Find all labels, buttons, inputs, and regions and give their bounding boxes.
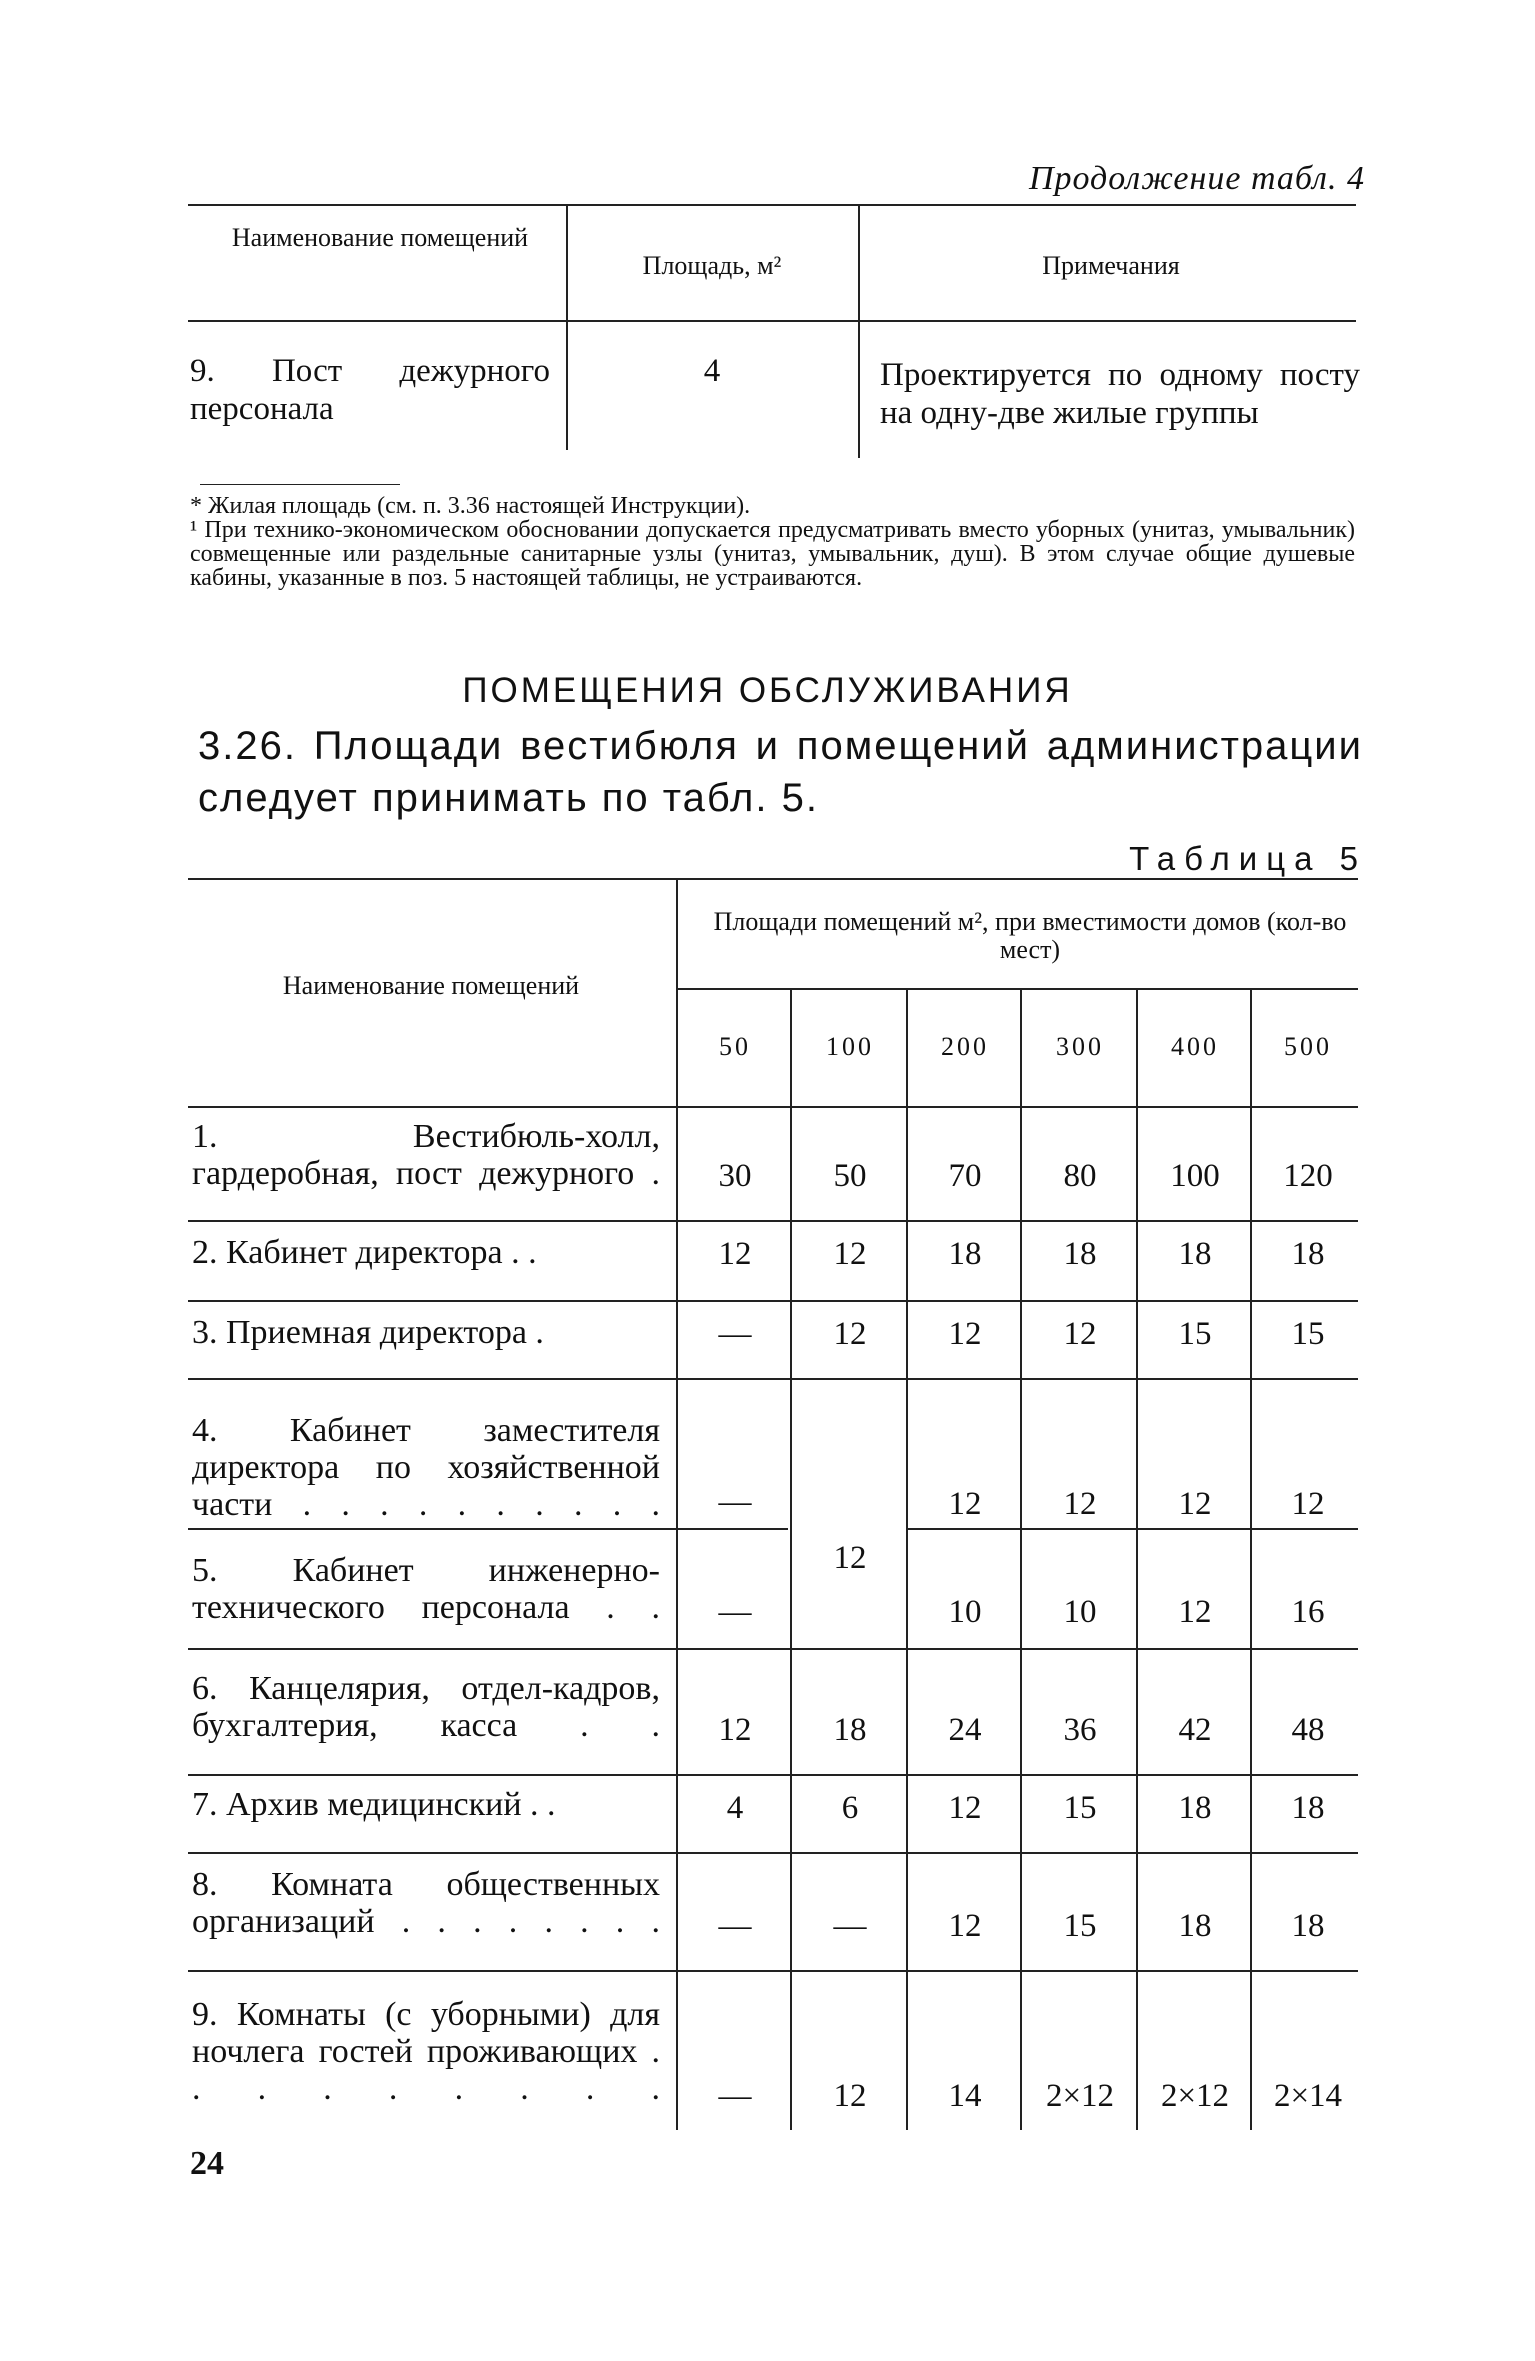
row-value: 4 bbox=[726, 1790, 744, 1826]
table4-header-notes: Примечания bbox=[1042, 251, 1180, 280]
row-value: 12 bbox=[1178, 1594, 1212, 1630]
table5-header-name: Наименование помещений bbox=[282, 971, 580, 1000]
footnote-sanitary: ¹ При технико-экономическом обосновании допускается предусматривать вместо уборных (унитаз, умывальник) совмещенные или раздельные санитарные узлы (унитаз, умывальник, душ). В этом случае общие душевые кабины, указанные в поз. 5 настоящей таблицы, не устраиваются. bbox=[190, 517, 1355, 591]
row-name-9: 9. Комнаты (с уборными) для ночлега гостей проживающих . . . . . . . . . bbox=[192, 1996, 660, 2107]
row-value: 12 bbox=[1291, 1486, 1325, 1522]
row-value: 12 bbox=[1063, 1486, 1097, 1522]
row-value: 18 bbox=[1178, 1908, 1212, 1944]
row-value: 15 bbox=[1063, 1790, 1097, 1826]
row-name-5: 5. Кабинет инженерно-технического персонала . . bbox=[192, 1552, 660, 1626]
row-name-4: 4. Кабинет заместителя директора по хозяйственной части . . . . . . . . . . bbox=[192, 1412, 660, 1523]
row-value: 18 bbox=[1178, 1790, 1212, 1826]
row-value: 100 bbox=[1170, 1158, 1220, 1194]
row-name-8: 8. Комната общественных организаций . . . . . . . . bbox=[192, 1866, 660, 1940]
row-rule bbox=[188, 1774, 1358, 1776]
row-value: 12 bbox=[948, 1790, 982, 1826]
capacity-500: 500 bbox=[1284, 1032, 1332, 1061]
row-value: 15 bbox=[1291, 1316, 1325, 1352]
section-heading: ПОМЕЩЕНИЯ ОБСЛУЖИВАНИЯ bbox=[462, 671, 1073, 710]
row-value: 48 bbox=[1291, 1712, 1325, 1748]
row-rule bbox=[188, 1852, 1358, 1854]
row-rule bbox=[908, 1528, 1358, 1530]
row-rule bbox=[188, 1300, 1358, 1302]
row-value: 18 bbox=[948, 1236, 982, 1272]
row-rule bbox=[188, 1970, 1358, 1972]
capacity-50: 50 bbox=[719, 1032, 751, 1061]
row-value: 16 bbox=[1291, 1594, 1325, 1630]
table4-col-divider bbox=[858, 206, 860, 458]
row-value: 12 bbox=[833, 1540, 867, 1576]
row-value: 2×12 bbox=[1160, 2078, 1230, 2114]
row-value: 18 bbox=[1178, 1236, 1212, 1272]
row-value: 70 bbox=[948, 1158, 982, 1194]
row-value: 12 bbox=[948, 1486, 982, 1522]
table5-col-divider bbox=[1136, 990, 1138, 2130]
row-value: — bbox=[718, 1908, 752, 1944]
row-value: 14 bbox=[948, 2078, 982, 2114]
row-value: 12 bbox=[833, 1316, 867, 1352]
row-name-2: 2. Кабинет директора . . bbox=[192, 1234, 537, 1271]
row-value: 12 bbox=[948, 1908, 982, 1944]
table5-col-divider bbox=[1020, 990, 1022, 2130]
row-value: 12 bbox=[948, 1316, 982, 1352]
table5-group-rule bbox=[678, 988, 1358, 990]
row-value: 12 bbox=[718, 1236, 752, 1272]
row-name-7: 7. Архив медицинский . . bbox=[192, 1786, 556, 1823]
table4-row-name: 9. Пост дежурного персонала bbox=[190, 353, 550, 427]
row-value: 80 bbox=[1063, 1158, 1097, 1194]
table4-header-name: Наименование помещений bbox=[231, 223, 529, 252]
row-value: 6 bbox=[841, 1790, 859, 1826]
row-value: 18 bbox=[1063, 1236, 1097, 1272]
row-value: — bbox=[718, 1316, 752, 1352]
table5-header-rule bbox=[188, 1106, 1358, 1108]
table5-col-divider bbox=[1250, 990, 1252, 2130]
row-value: 18 bbox=[1291, 1908, 1325, 1944]
footnote-rule bbox=[200, 484, 400, 485]
footnote-area: * Жилая площадь (см. п. 3.36 настоящей Инструкции). bbox=[190, 493, 751, 519]
row-value: 10 bbox=[948, 1594, 982, 1630]
row-value: — bbox=[718, 1594, 752, 1630]
row-value: 15 bbox=[1178, 1316, 1212, 1352]
table4-col-divider bbox=[566, 206, 568, 450]
row-rule bbox=[188, 1378, 1358, 1380]
row-value: 15 bbox=[1063, 1908, 1097, 1944]
table4-row-area: 4 bbox=[703, 353, 721, 389]
table4-row-note: Проектируется по одному посту на одну-две жилые группы bbox=[880, 357, 1360, 431]
row-rule bbox=[188, 1648, 1358, 1650]
row-value: 12 bbox=[718, 1712, 752, 1748]
table5-name-divider bbox=[676, 880, 678, 2130]
row-value: 120 bbox=[1283, 1158, 1333, 1194]
page-number: 24 bbox=[190, 2145, 224, 2182]
table5-top-rule bbox=[188, 878, 1358, 880]
table5-col-divider bbox=[790, 990, 792, 2130]
row-value: 2×12 bbox=[1045, 2078, 1115, 2114]
row-value: 12 bbox=[833, 1236, 867, 1272]
table5-col-divider bbox=[906, 990, 908, 2130]
row-name-6: 6. Канцелярия, отдел-кадров, бухгалтерия, касса . . bbox=[192, 1670, 660, 1744]
row-value: 30 bbox=[718, 1158, 752, 1194]
row-value: 42 bbox=[1178, 1712, 1212, 1748]
table5-header-group: Площади помещений м², при вместимости домов (кол-во мест) bbox=[713, 907, 1347, 964]
paragraph-3-26: 3.26. Площади вестибюля и помещений администрации следует принимать по табл. 5. bbox=[198, 724, 1363, 820]
row-value: 18 bbox=[1291, 1790, 1325, 1826]
row-value: — bbox=[833, 1908, 867, 1944]
row-rule bbox=[188, 1220, 1358, 1222]
capacity-100: 100 bbox=[826, 1032, 874, 1061]
row-value: — bbox=[718, 2078, 752, 2114]
row-rule bbox=[188, 1528, 788, 1530]
row-value: 18 bbox=[1291, 1236, 1325, 1272]
row-name-3: 3. Приемная директора . bbox=[192, 1314, 544, 1351]
row-value: 12 bbox=[1178, 1486, 1212, 1522]
row-value: 12 bbox=[1063, 1316, 1097, 1352]
row-name-1: 1. Вестибюль-холл, гардеробная, пост дежурного . bbox=[192, 1118, 660, 1192]
capacity-200: 200 bbox=[941, 1032, 989, 1061]
table-continuation-label: Продолжение табл. 4 bbox=[1028, 160, 1365, 197]
capacity-300: 300 bbox=[1056, 1032, 1104, 1061]
row-value: 18 bbox=[833, 1712, 867, 1748]
table4-header-area: Площадь, м² bbox=[642, 251, 782, 280]
table5-caption: Таблица 5 bbox=[1129, 840, 1367, 877]
row-value: — bbox=[718, 1484, 752, 1520]
row-value: 36 bbox=[1063, 1712, 1097, 1748]
row-value: 12 bbox=[833, 2078, 867, 2114]
row-value: 2×14 bbox=[1273, 2078, 1343, 2114]
row-value: 10 bbox=[1063, 1594, 1097, 1630]
row-value: 50 bbox=[833, 1158, 867, 1194]
table4-header-rule bbox=[188, 320, 1356, 322]
table4-top-rule bbox=[188, 204, 1356, 206]
row-value: 24 bbox=[948, 1712, 982, 1748]
capacity-400: 400 bbox=[1171, 1032, 1219, 1061]
